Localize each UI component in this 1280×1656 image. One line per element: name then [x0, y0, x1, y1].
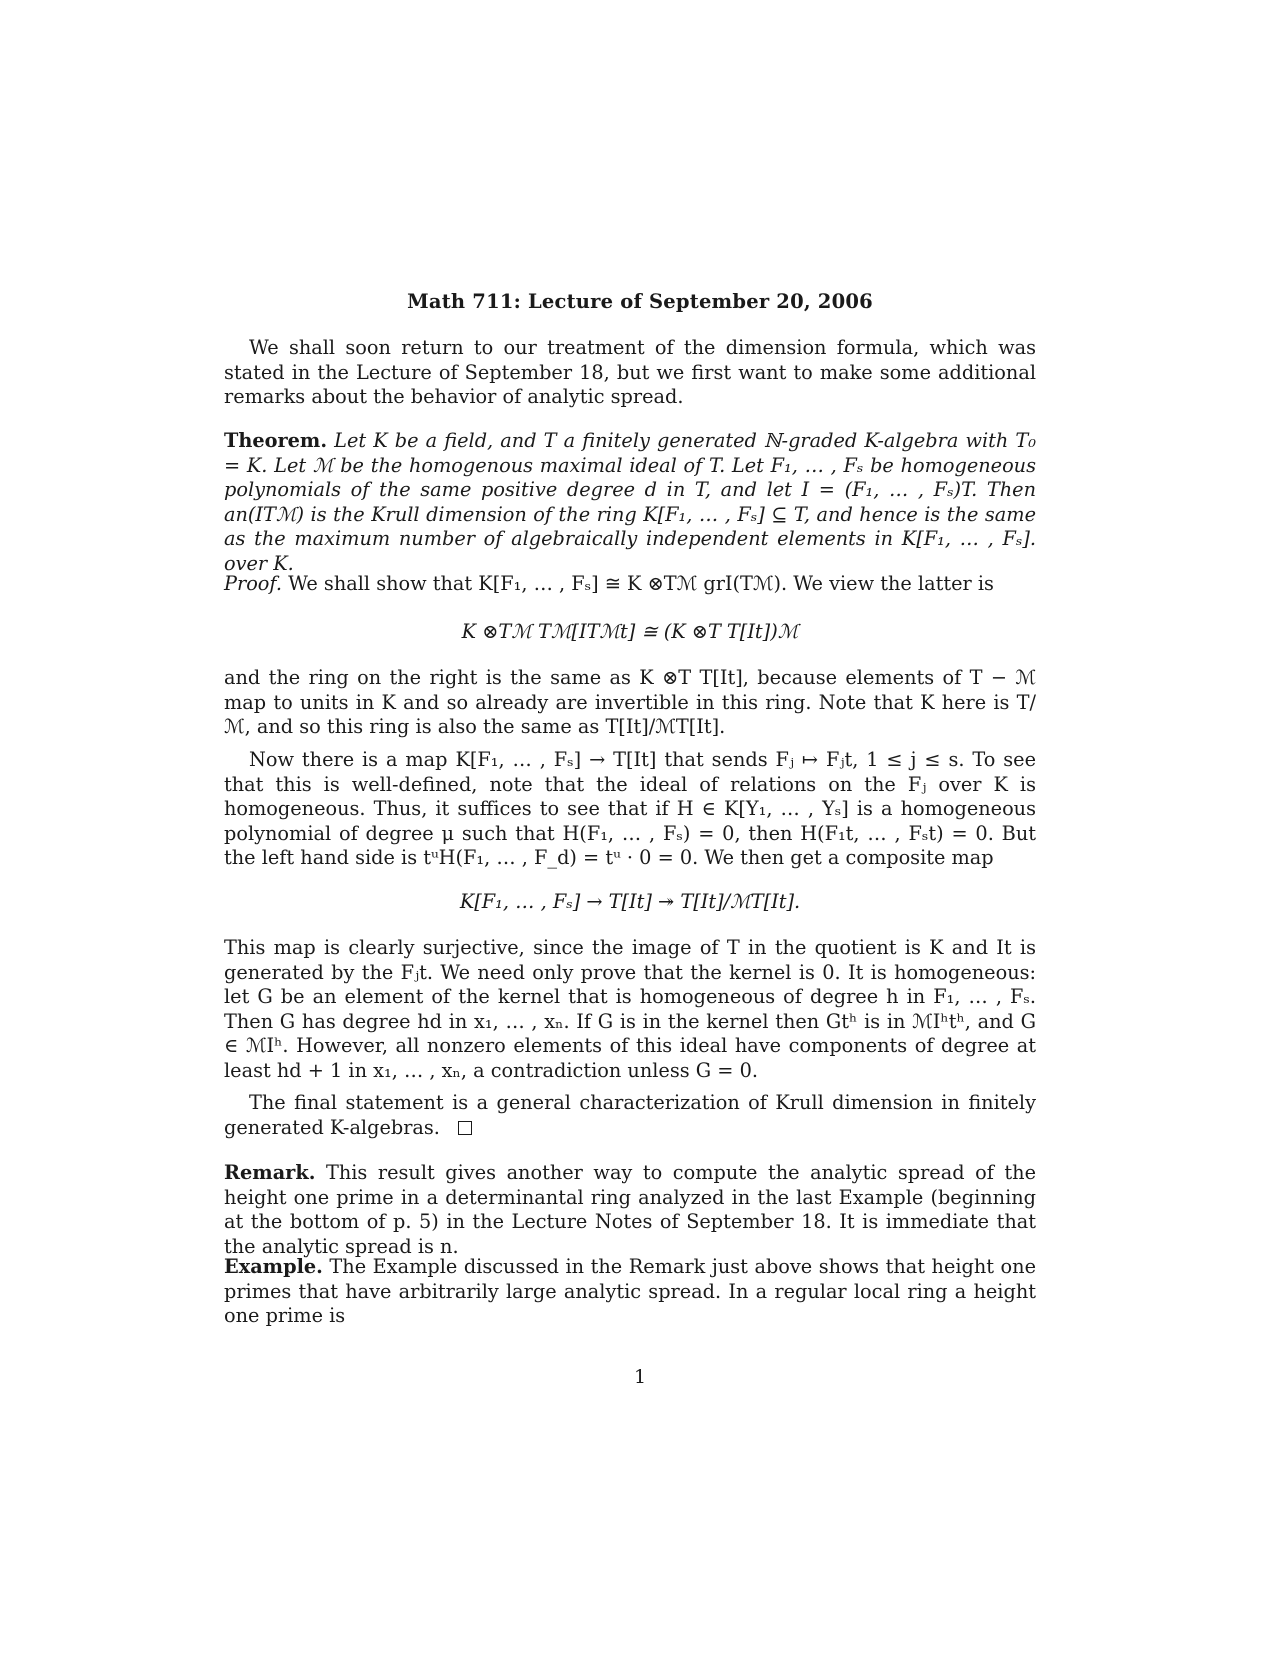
display-equation-1: K ⊗Tℳ Tℳ[ITℳt] ≅ (K ⊗T T[It])ℳ	[461, 620, 799, 643]
display-equation-2-block	[224, 890, 1036, 915]
proof-paragraph-2: and the ring on the right is the same as K ⊗T T[It], because elements of T − ℳ map to units in K and so already are invertible in this ring. Note that K here is T/ℳ, and so this ring is also the same as T[It]/ℳT[It].	[224, 666, 1036, 739]
display-equation-2: K[F₁, … , Fₛ] → T[It] ↠ T[It]/ℳT[It].	[459, 890, 801, 913]
proof-paragraph-2-block	[224, 666, 1036, 740]
theorem-paragraph	[224, 429, 1036, 577]
proof-paragraph-3: Now there is a map K[F₁, … , Fₛ] → T[It] that sends Fⱼ ↦ Fⱼt, 1 ≤ j ≤ s. To see that this is well-defined, note that the ideal of relations on the Fⱼ over K is homogeneous. Thus, it suffices to see that if H ∈ K[Y₁, … , Yₛ] is a homogeneous polynomial of degree μ such that H(F₁, … , Fₛ) = 0, then H(F₁t, … , Fₛt) = 0. But the left hand side is tᵘH(F₁, … , F_d) = tᵘ · 0 = 0. We then get a composite map	[224, 748, 1036, 870]
example-label: Example.	[224, 1255, 323, 1278]
intro-text: We shall soon return to our treatment of the dimension formula, which was stated in the Lecture of September 18, but we first want to make some additional remarks about the behavior of analytic spread.	[224, 336, 1036, 409]
example-block	[224, 1255, 1036, 1329]
remark-label: Remark.	[224, 1161, 316, 1184]
proof-paragraph-5	[224, 1091, 1036, 1140]
page-number: 1	[633, 1366, 647, 1388]
proof-paragraph-5-block	[224, 1091, 1036, 1140]
proof-label: Proof.	[224, 572, 282, 595]
theorem-block	[224, 429, 1036, 577]
example-paragraph	[224, 1255, 1036, 1329]
remark-paragraph	[224, 1161, 1036, 1259]
proof-text-1: We shall show that K[F₁, … , Fₛ] ≅ K ⊗Tℳ grI(Tℳ). We view the latter is	[288, 572, 994, 595]
remark-text: This result gives another way to compute the analytic spread of the height one prime in a determinantal ring analyzed in the last Example (beginning at the bottom of p. 5) in the Lecture Notes of September 18. It is immediate that the analytic spread is n.	[224, 1161, 1036, 1258]
remark-block	[224, 1161, 1036, 1259]
theorem-text: Let K be a field, and T a finitely generated ℕ-graded K-algebra with T₀ = K. Let ℳ be the homogenous maximal ideal of T. Let F₁, … , Fₛ be homogeneous polynomials of the same positive degree d in T, and let I = (F₁, … , Fₛ)T. Then an(ITℳ) is the Krull dimension of the ring K[F₁, … , Fₛ] ⊆ T, and hence is the same as the maximum number of algebraically independent elements in K[F₁, … , Fₛ]. over K.	[224, 429, 1036, 575]
proof-block	[224, 572, 1036, 597]
intro-paragraph	[224, 336, 1036, 410]
proof-paragraph-4: This map is clearly surjective, since the image of T in the quotient is K and It is generated by the Fⱼt. We need only prove that the kernel is 0. It is homogeneous: let G be an element of the kernel that is homogeneous of degree h in F₁, … , Fₛ. Then G has degree hd in x₁, … , xₙ. If G is in the kernel then Gtʰ is in ℳIʰtʰ, and G ∈ ℳIʰ. However, all nonzero elements of this ideal have components of degree at least hd + 1 in x₁, … , xₙ, a contradiction unless G = 0.	[224, 936, 1036, 1082]
proof-paragraph-4-block	[224, 936, 1036, 1084]
display-equation-1-block	[224, 620, 1036, 645]
page-title: Math 711: Lecture of September 20, 2006	[407, 290, 873, 313]
theorem-label: Theorem.	[224, 429, 328, 452]
proof-final-text: The final statement is a general characterization of Krull dimension in finitely generated K-algebras.	[224, 1091, 1036, 1139]
proof-paragraph-1	[224, 572, 1036, 597]
example-text: The Example discussed in the Remark just above shows that height one primes that have arbitrarily large analytic spread. In a regular local ring a height one prime is	[224, 1255, 1036, 1328]
proof-paragraph-3-block	[224, 748, 1036, 871]
qed-square-icon	[458, 1121, 472, 1135]
